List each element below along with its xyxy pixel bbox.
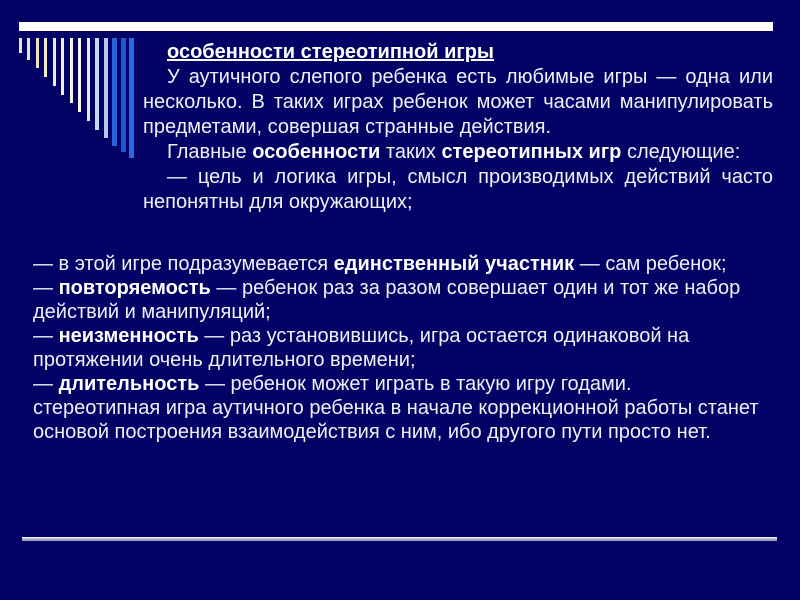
intro-paragraph — [143, 65, 773, 140]
text-segment: — сам ребенок; — [574, 253, 727, 275]
stripe — [87, 38, 90, 121]
slide-title: особенности стереотипной игры — [167, 41, 494, 63]
text-segment: следующие: — [621, 141, 741, 163]
stripe — [53, 38, 56, 86]
text-segment: — ребенок раз за разом совершает один и тот же набор действий и манипуляций; — [33, 277, 741, 323]
stripe — [121, 38, 126, 152]
text-segment: повторяемость — [58, 277, 211, 299]
text-segment: стереотипная игра аутичного ребенка в начале коррекционной работы станет основой построения взаимодействия с ним, ибо другого пути просто нет. — [33, 397, 759, 443]
text-segment: особенности — [252, 141, 381, 163]
stripe — [95, 38, 99, 130]
stripe — [104, 38, 108, 138]
intro-block — [143, 40, 773, 215]
stripe — [129, 38, 134, 158]
feature-item — [33, 276, 763, 324]
text-segment: стереотипных игр — [441, 141, 622, 163]
top-accent-bar — [19, 22, 773, 31]
text-segment: — — [33, 277, 59, 299]
text-segment: таких — [380, 141, 442, 163]
text-segment: неизменность — [58, 325, 199, 347]
stripe — [112, 38, 117, 146]
feature-item — [33, 324, 763, 372]
stripe — [19, 38, 22, 53]
stripe — [44, 38, 47, 77]
stripe — [78, 38, 81, 112]
intro-paragraph — [143, 165, 773, 215]
stripe — [70, 38, 73, 103]
text-segment: Главные — [167, 141, 253, 163]
text-segment: — — [33, 373, 59, 395]
text-segment: — — [33, 325, 59, 347]
closing-paragraph — [33, 396, 763, 444]
feature-item — [33, 252, 763, 276]
feature-item — [33, 372, 763, 396]
text-segment: У аутичного слепого ребенка есть любимые игры — одна или несколько. В таких играх ребенок может часами манипулировать предметами, совершая странные действия. — [143, 66, 773, 138]
intro-paragraph — [143, 140, 773, 165]
text-segment: длительность — [58, 373, 200, 395]
text-segment: единственный участник — [333, 253, 575, 275]
text-segment: — в этой игре подразумевается — [33, 253, 334, 275]
features-block — [33, 252, 763, 444]
text-segment: — раз установившись, игра остается одинаковой на протяжении очень длительного времени; — [33, 325, 690, 371]
text-segment: — ребенок может играть в такую игру годами. — [199, 373, 632, 395]
text-segment: — цель и логика игры, смысл производимых действий часто непонятны для окружающих; — [143, 166, 773, 213]
stripe — [61, 38, 64, 95]
footer-rule — [22, 537, 777, 541]
stripe — [36, 38, 39, 68]
stripe — [27, 38, 30, 60]
